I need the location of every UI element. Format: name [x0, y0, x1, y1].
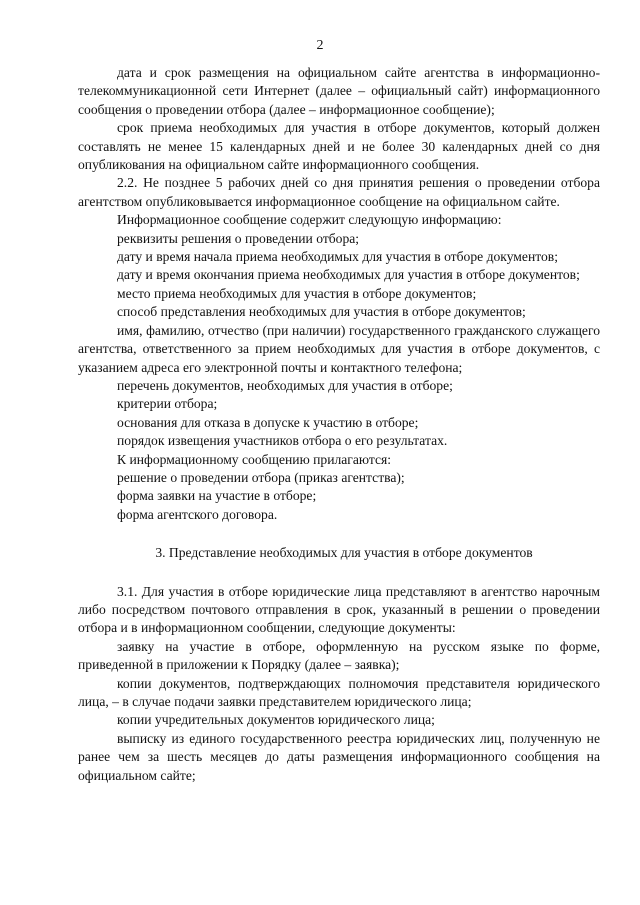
list-item: имя, фамилию, отчество (при наличии) государственного гражданского служащего агентства, ответственного за прием необходимых для участия в отборе документов, с указанием адреса его электронной почты и контактного телефона; — [78, 322, 600, 375]
list-item: решение о проведении отбора (приказ агентства); — [117, 469, 405, 485]
list-item: место приема необходимых для участия в отборе документов; — [117, 285, 477, 301]
document-body — [78, 64, 600, 785]
list-item: заявку на участие в отборе, оформленную на русском языке по форме, приведенной в приложении к Порядку (далее – заявка); — [78, 638, 600, 673]
list-item: реквизиты решения о проведении отбора; — [117, 230, 360, 246]
paragraph: 3.1. Для участия в отборе юридические лица представляют в агентство нарочным либо посредством почтового отправления в срок, указанный в решении о проведении отбора и в информационном сообщении, следующие документы: — [78, 583, 600, 636]
list-item: выписку из единого государственного реестра юридических лиц, полученную не ранее чем за шесть месяцев до даты размещения информационного сообщения на официальном сайте; — [78, 730, 600, 783]
paragraph: 2.2. Не позднее 5 рабочих дней со дня принятия решения о проведении отбора агентством опубликовывается информационное сообщение на официальном сайте. — [78, 175, 600, 209]
section-heading: 3. Представление необходимых для участия в отборе документов — [155, 545, 533, 561]
list-item: форма заявки на участие в отборе; — [117, 488, 317, 504]
spacer — [78, 524, 600, 544]
list-item: дату и время начала приема необходимых для участия в отборе документов; — [117, 249, 558, 265]
list-item: копии документов, подтверждающих полномочия представителя юридического лица, – в случае подачи заявки представителем юридического лица; — [78, 675, 600, 709]
list-item: дату и время окончания приема необходимых для участия в отборе документов; — [117, 267, 580, 283]
list-item: форма агентского договора. — [117, 506, 278, 522]
page-number: 2 — [316, 38, 324, 53]
list-item: копии учредительных документов юридического лица; — [117, 712, 435, 728]
paragraph: дата и срок размещения на официальном сайте агентства в информационно-телекоммуникационной сети Интернет (далее – официальный сайт) информационного сообщения о проведении отбора (далее – информационное сообщение); — [78, 65, 600, 117]
paragraph: срок приема необходимых для участия в отборе документов, который должен составлять не менее 15 календарных дней и не более 30 календарных дней со дня опубликования на официальном сайте информационного сообщения. — [78, 120, 600, 173]
list-item: перечень документов, необходимых для участия в отборе; — [117, 377, 453, 393]
list-item: порядок извещения участников отбора о его результатах. — [117, 433, 448, 449]
list-item: основания для отказа в допуске к участию в отборе; — [117, 414, 419, 430]
paragraph: Информационное сообщение содержит следующую информацию: — [117, 212, 502, 228]
list-item: критерии отбора; — [117, 396, 218, 412]
list-item: способ представления необходимых для участия в отборе документов; — [117, 304, 526, 320]
spacer — [78, 563, 600, 583]
paragraph: К информационному сообщению прилагаются: — [117, 451, 392, 467]
